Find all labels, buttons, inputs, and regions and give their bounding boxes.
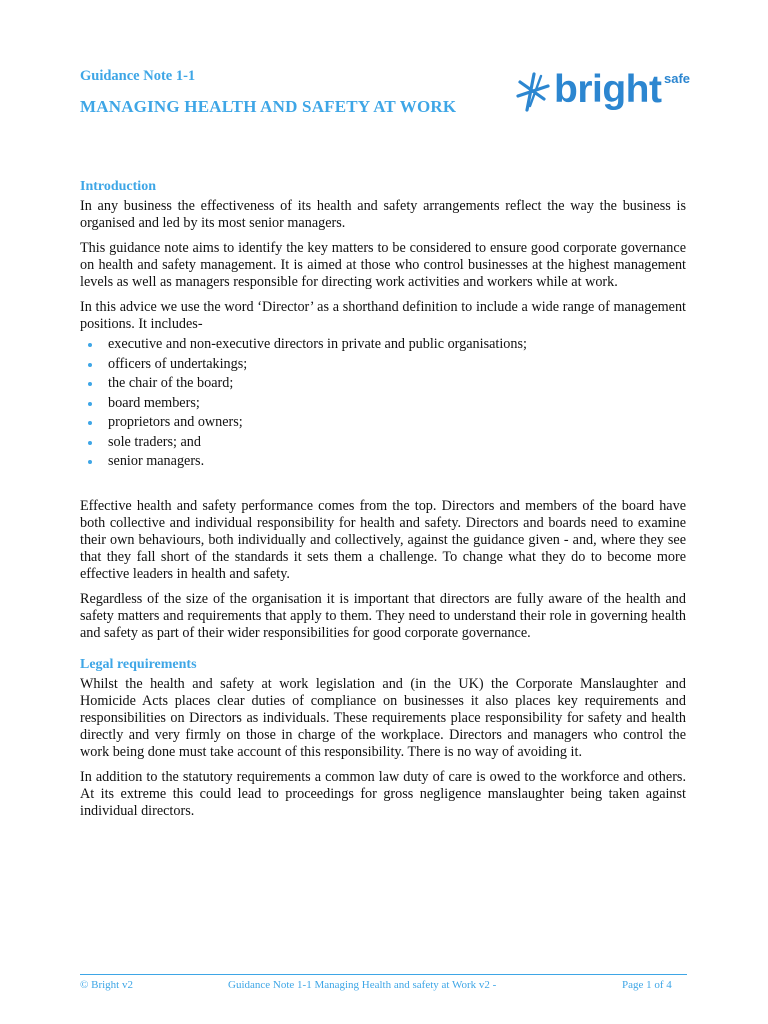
spark-icon	[514, 72, 554, 112]
logo-wordmark: bright	[554, 68, 662, 111]
paragraph: Whilst the health and safety at work legislation and (in the UK) the Corporate Manslaughter and Homicide Acts places clear duties of compliance on businesses it also places key requirements and responsibilities on Directors as individuals. These requirements place responsibility for safety and health directly and very firmly on those in charge of the workplace. Directors and managers who control the work being done must take account of this responsibility. There is no way of avoiding it.	[80, 675, 686, 760]
page-title: MANAGING HEALTH AND SAFETY AT WORK	[80, 97, 457, 116]
list-item: sole traders; and	[80, 433, 686, 453]
paragraph: Regardless of the size of the organisation it is important that directors are fully aware of the health and safety matters and requirements that apply to them. They need to understand their role in governing health and safety as part of their wider responsibilities for good corporate governance.	[80, 590, 686, 641]
section-heading-introduction: Introduction	[80, 179, 156, 194]
list-item: officers of undertakings;	[80, 355, 686, 375]
list-item: senior managers.	[80, 452, 686, 472]
director-roles-list	[80, 335, 686, 472]
footer-page-number: Page 1 of 4	[622, 979, 672, 991]
footer-copyright: © Bright v2	[80, 979, 133, 991]
list-item: executive and non-executive directors in private and public organisations;	[80, 335, 686, 355]
brand-logo	[514, 68, 704, 118]
paragraph: This guidance note aims to identify the key matters to be considered to ensure good corporate governance on health and safety management. It is aimed at those who control businesses at the highest management levels as well as managers responsible for directing work activities and workers while at work.	[80, 240, 686, 290]
list-item: proprietors and owners;	[80, 413, 686, 433]
paragraph: In addition to the statutory requirements a common law duty of care is owed to the workforce and others. At its extreme this could lead to proceedings for gross negligence manslaughter being taken against individual directors.	[80, 768, 686, 819]
logo-superscript: safe	[664, 71, 691, 86]
list-item: board members;	[80, 394, 686, 414]
paragraph: In any business the effectiveness of its health and safety arrangements reflect the way the business is organised and led by its most senior managers.	[80, 198, 686, 231]
document-body	[80, 178, 686, 828]
section-heading-legal-requirements: Legal requirements	[80, 656, 197, 672]
paragraph: Effective health and safety performance comes from the top. Directors and members of the board have both collective and individual responsibility for health and safety. Directors and boards need to examine their own behaviours, both individually and collectively, against the guidance given - and, where they see that they fall short of the standards it sets them a challenge. To change what they do to become more effective leaders in health and safety.	[80, 497, 686, 582]
guidance-note-label: Guidance Note 1-1	[80, 68, 196, 84]
footer-document-title: Guidance Note 1-1 Managing Health and safety at Work v2 -	[228, 979, 497, 991]
list-item: the chair of the board;	[80, 374, 686, 394]
footer-divider	[80, 974, 687, 975]
paragraph: In this advice we use the word ‘Director’ as a shorthand definition to include a wide range of management positions. It includes-	[80, 299, 686, 332]
